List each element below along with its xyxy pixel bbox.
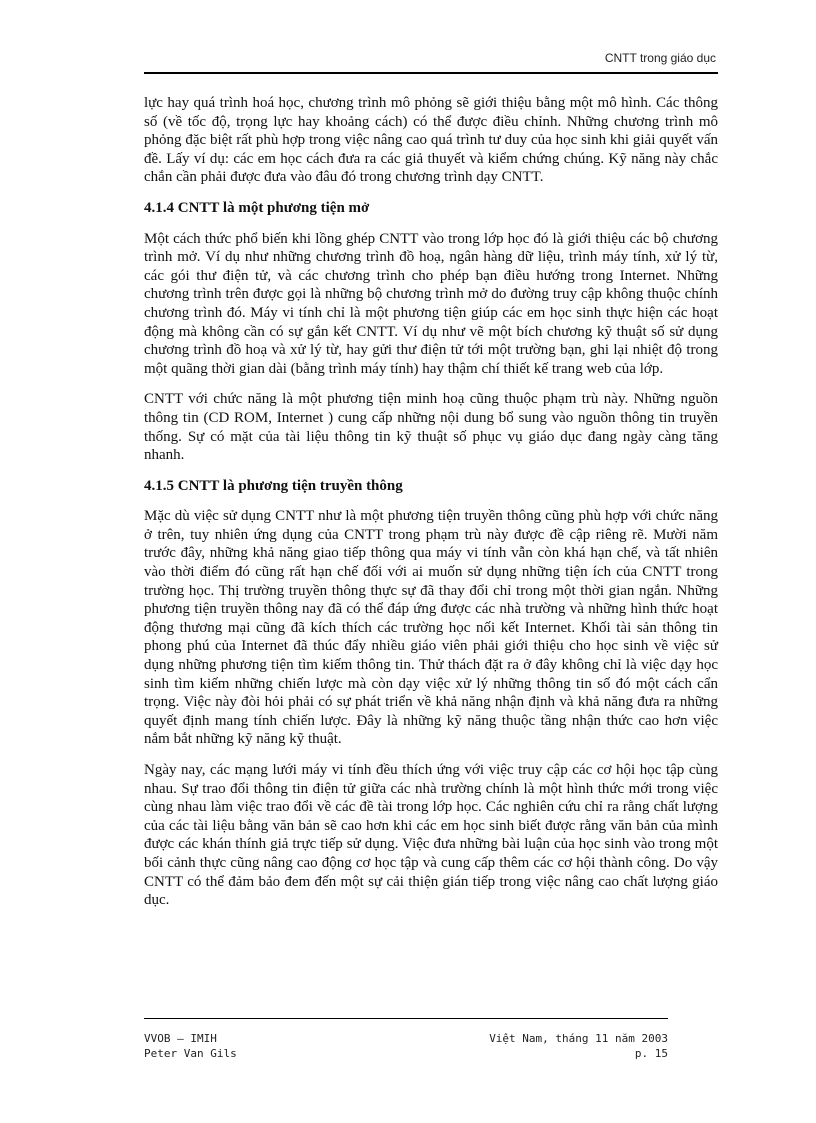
heading-4-1-5: 4.1.5 CNTT là phương tiện truyền thông <box>144 477 403 494</box>
footer-date: Việt Nam, tháng 11 năm 2003 <box>489 1032 668 1045</box>
paragraph-illustration: CNTT với chức năng là một phương tiện minh hoạ cũng thuộc phạm trù này. Những nguồn thông tin (CD ROM, Internet ) cung cấp những nội dung bổ sung vào nguồn thông tin truyền thống. Sự có mặt của tài liệu thông tin kỹ thuật số phục vụ giáo dục đang ngày càng tăng nhanh. <box>144 391 718 464</box>
header-rule <box>144 72 718 74</box>
footer-rule <box>144 1018 668 1019</box>
paragraph-communication: Mặc dù việc sử dụng CNTT như là một phương tiện truyền thông cũng phù hợp với chức năng ở trên, tuy nhiên ứng dụng của CNTT trong phạm trù này được đề cập riêng rẽ. Mười năm trước đây, những khả năng giao tiếp thông qua máy vi tính vẫn còn khá hạn chế, và tất nhiên vào thời điểm đó cũng rất hạn chế đối với ai muốn sử dụng những tiện ích của CNTT trong trường học. Thị trường truyền thông thực sự đã thay đổi chỉ trong một thời gian ngắn. Những phương tiện truyền thông nay đã có thể đáp ứng được các nhà trường và những hình thức hoạt động thương mại cũng đã kích thích các trường học nối kết Internet. Khối tài sản thông tin phong phú của Internet đã thúc đẩy nhiều giáo viên phải giới thiệu cho học sinh về việc sử dụng những phương tiện tìm kiếm thông tin. Thử thách đặt ra ở đây không chỉ là việc dạy học sinh tìm kiếm những chiến lược mà còn dạy việc xử lý những thông tin số đó một cách cẩn trọng. Việc này đòi hỏi phải có sự phát triển về khả năng nhận định và khả năng đưa ra những quyết định mang tính chiến lược. Đây là những kỹ năng thuộc tầng nhận thức cao hơn việc nắm bắt những kỹ năng kỹ thuật. <box>144 508 718 748</box>
page-footer <box>144 1031 668 1061</box>
paragraph-networks: Ngày nay, các mạng lưới máy vi tính đều thích ứng với việc truy cập các cơ hội học tập cùng nhau. Sự trao đổi thông tin điện tử giữa các nhà trường chính là một hình thức mới trong việc cùng nhau làm việc trao đổi về các đề tài trong lớp học. Các nghiên cứu chỉ ra rằng chất lượng của các tài liệu bằng văn bản sẽ cao hơn khi các em học sinh biết được rằng văn bản của mình được các khán thính giả trực tiếp sử dụng. Việc đưa những bài luận của học sinh vào trong một bối cảnh thực cũng nâng cao động cơ học tập và cung cấp thêm các cơ hội thành công. Do vậy CNTT có thể đảm bảo đem đến một sự cải thiện gián tiếp trong việc nâng cao chất lượng giáo dục. <box>144 762 718 909</box>
paragraph-open-tools: Một cách thức phổ biến khi lồng ghép CNTT vào trong lớp học đó là giới thiệu các bộ chương trình mở. Ví dụ như những chương trình đồ hoạ, ngân hàng dữ liệu, trình máy tính, xử lý từ, các gói thư điện tử, và các chương trình cho phép bạn điều hướng trong Internet. Những chương trình trên được gọi là những bộ chương trình mở do đường truy cập không thuộc chính chương trình đó. Máy vi tính chỉ là một phương tiện giúp các em học sinh thực hiện các hoạt động mà không cần có sự gắn kết CNTT. Ví dụ như vẽ một bích chương kỹ thuật số sử dụng chương trình đồ hoạ và xử lý từ, hay gửi thư điện tử tới một trường bạn, ghi lại nhiệt độ trong một quãng thời gian dài (bằng trình máy tính) hay thậm chí thiết kế trang web của lớp. <box>144 230 718 377</box>
page-body <box>144 94 718 922</box>
footer-org: VVOB – IMIH <box>144 1032 217 1045</box>
footer-author: Peter Van Gils <box>144 1047 237 1060</box>
page-number: p. 15 <box>634 1047 668 1060</box>
heading-4-1-4: 4.1.4 CNTT là một phương tiện mở <box>144 199 370 216</box>
paragraph-simulation: lực hay quá trình hoá học, chương trình mô phỏng sẽ giới thiệu bằng một mô hình. Các thông số (về tốc độ, trọng lực hay khoảng cách) có thể được điều chỉnh. Những chương trình mô phỏng đặc biệt rất phù hợp trong việc nâng cao quá trình tư duy của học sinh khi giải quyết vấn đề. Lấy ví dụ: các em học cách đưa ra các giả thuyết và kiểm chứng chúng. Kỹ năng này chắc chắn cần phải được đưa vào đâu đó trong chương trình dạy CNTT. <box>144 95 718 186</box>
running-header: CNTT trong giáo dục <box>604 51 716 65</box>
